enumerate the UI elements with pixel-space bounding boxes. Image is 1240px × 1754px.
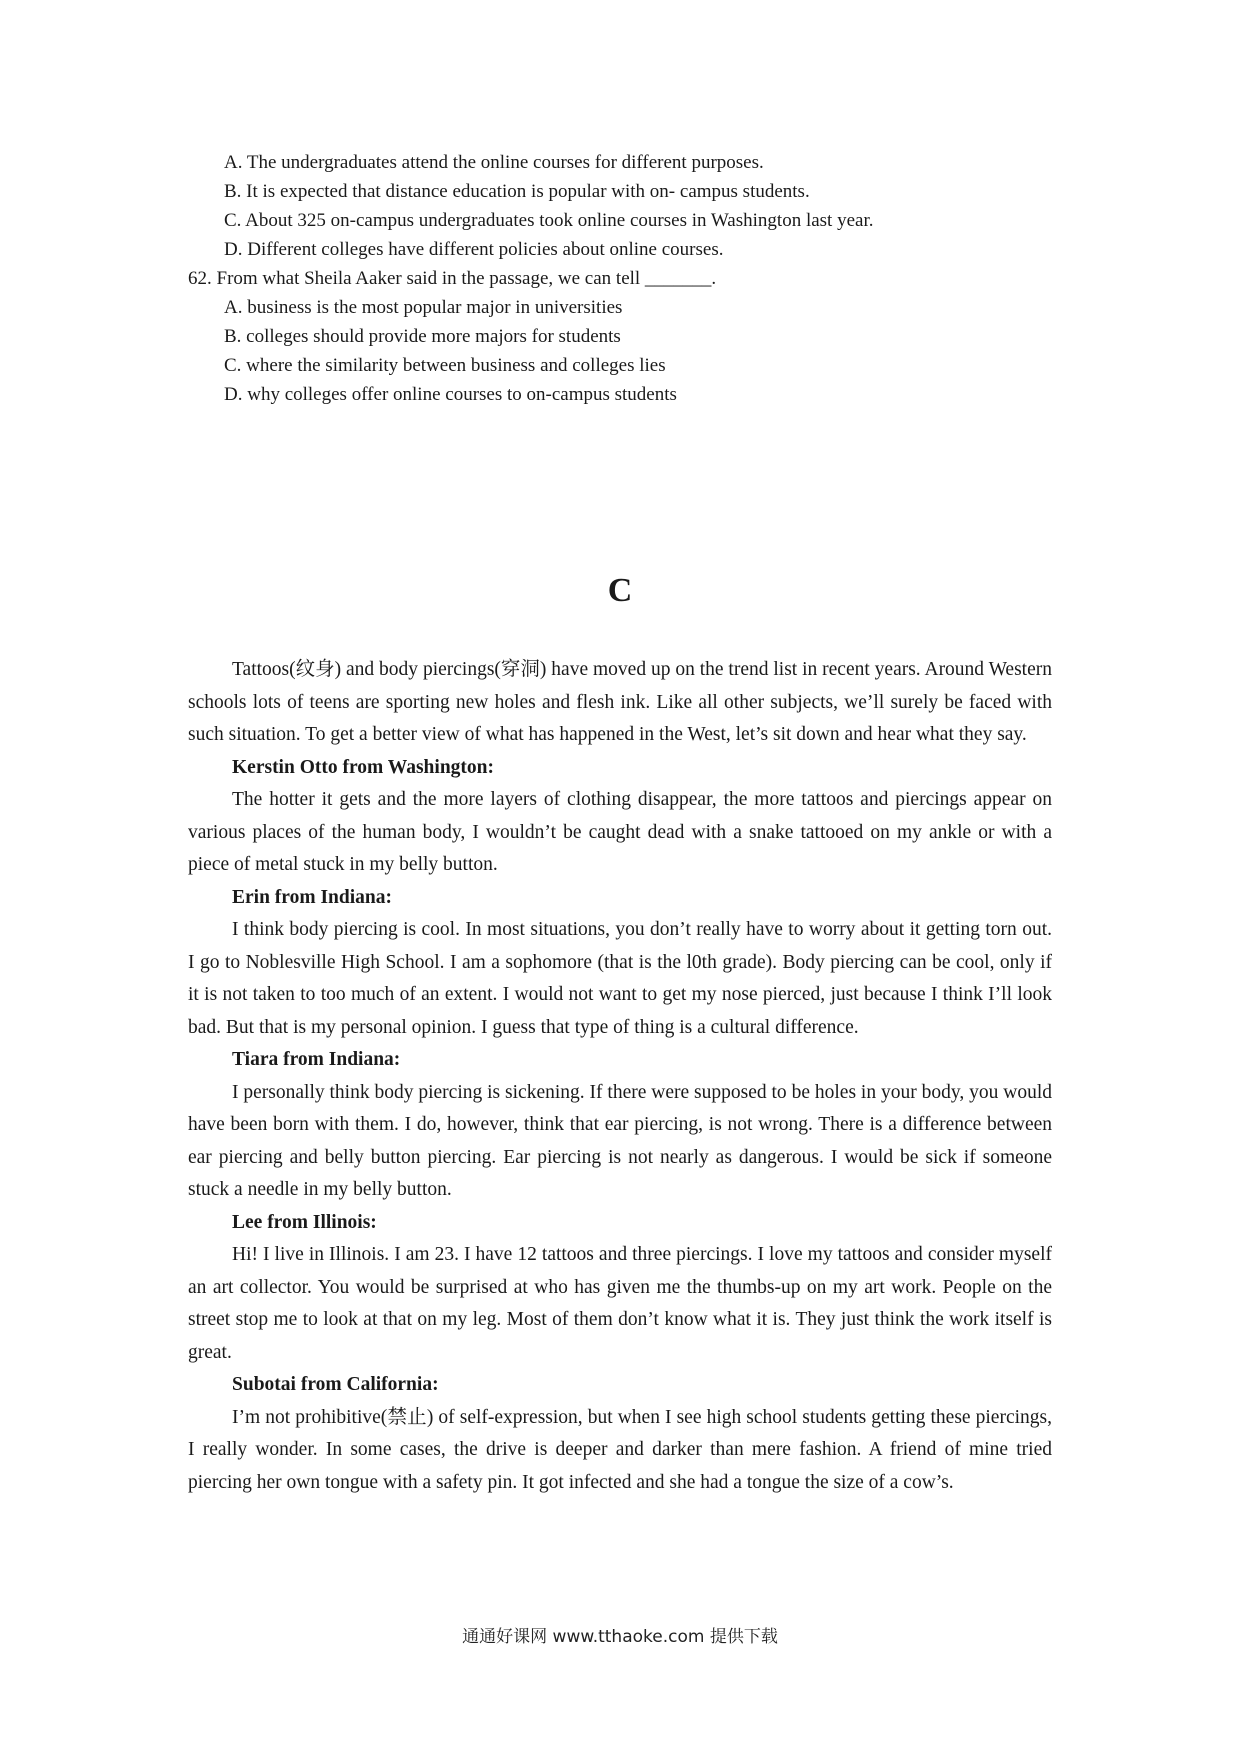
- q62-option-d: D. why colleges offer online courses to on-campus students: [224, 384, 677, 405]
- speaker-name: Subotai from California:: [232, 1374, 439, 1395]
- q61-option-c: C. About 325 on-campus undergraduates took online courses in Washington last year.: [224, 210, 874, 231]
- speaker-text: I personally think body piercing is sickening. If there were supposed to be holes in your body, you would have been born with them. I do, however, think that ear piercing, is not wrong. There is a difference between ear piercing and belly button piercing. Ear piercing is not nearly as dangerous. I would be sick if someone stuck a needle in my belly button.: [188, 1081, 1052, 1200]
- speaker-text: Hi! I live in Illinois. I am 23. I have 12 tattoos and three piercings. I love my tattoos and consider myself an art collector. You would be surprised at who has given me the thumbs-up on my art work. People on the street stop me to look at that on my leg. Most of them don’t know what it is. They just think the work itself is great.: [188, 1244, 1052, 1363]
- page-footer: 通通好课网 www.tthaoke.com 提供下载: [462, 1627, 778, 1647]
- speaker-text: The hotter it gets and the more layers of clothing disappear, the more tattoos and piercings appear on various places of the human body, I wouldn’t be caught dead with a snake tattooed on my ankle or with a piece of metal stuck in my belly button.: [188, 789, 1052, 875]
- section-title: C: [607, 572, 633, 609]
- passage-c: [188, 654, 1052, 1499]
- q61-option-d: D. Different colleges have different policies about online courses.: [224, 239, 724, 260]
- q61-option-a: A. The undergraduates attend the online courses for different purposes.: [224, 152, 764, 173]
- speaker-text: I think body piercing is cool. In most situations, you don’t really have to worry about it getting torn out. I go to Noblesville High School. I am a sophomore (that is the l0th grade). Body piercing can be cool, only if it is not taken to too much of an extent. I would not want to get my nose pierced, just because I think I’ll look bad. But that is my personal opinion. I guess that type of thing is a cultural difference.: [188, 919, 1052, 1038]
- q62-option-b: B. colleges should provide more majors for students: [224, 326, 621, 347]
- speaker-text: I’m not prohibitive(禁止) of self-expression, but when I see high school students getting these piercings, I really wonder. In some cases, the drive is deeper and darker than mere fashion. A friend of mine tried piercing her own tongue with a safety pin. It got infected and she had a tongue the size of a cow’s.: [188, 1406, 1052, 1493]
- speaker-name: Kerstin Otto from Washington:: [232, 756, 494, 778]
- speaker-name: Tiara from Indiana:: [232, 1049, 401, 1070]
- passage-intro: Tattoos(纹身) and body piercings(穿洞) have moved up on the trend list in recent years. Around Western schools lots of teens are sporting new holes and flesh ink. Like all other subjects, we’ll surely be faced with such situation. To get a better view of what has happened in the West, let’s sit down and hear what they say.: [188, 659, 1052, 745]
- speaker-name: Lee from Illinois:: [232, 1211, 377, 1233]
- speaker-name: Erin from Indiana:: [232, 886, 392, 908]
- q62-option-a: A. business is the most popular major in universities: [224, 297, 623, 318]
- q62-option-c: C. where the similarity between business and colleges lies: [224, 355, 666, 376]
- q62-stem: 62. From what Sheila Aaker said in the passage, we can tell _______.: [188, 268, 717, 289]
- q61-option-b: B. It is expected that distance education is popular with on- campus students.: [224, 181, 810, 202]
